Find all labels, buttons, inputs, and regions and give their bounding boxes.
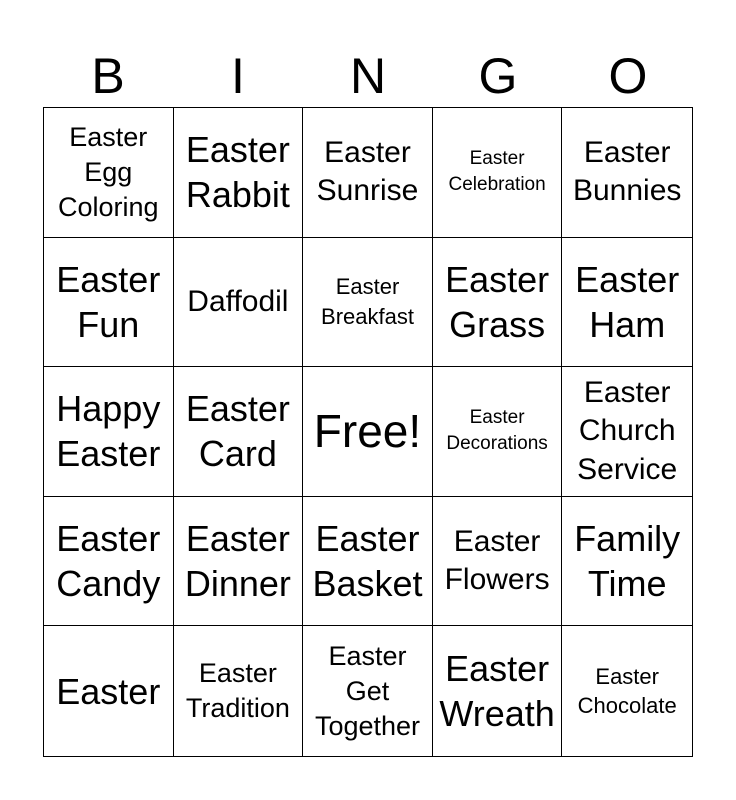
header-letter-g: G	[478, 48, 518, 104]
free-space-cell[interactable]	[303, 367, 433, 497]
cell-label: Easter Ham	[575, 258, 680, 345]
cell-label: Easter Card	[185, 388, 290, 475]
bingo-cell[interactable]	[562, 238, 692, 368]
bingo-cell[interactable]	[303, 108, 433, 238]
cell-label: Easter Wreath	[439, 648, 555, 735]
cell-label: Easter Dinner	[184, 518, 291, 605]
cell-label: Easter Breakfast	[321, 274, 414, 329]
cell-label: Easter	[56, 670, 161, 712]
bingo-cell[interactable]	[303, 497, 433, 627]
bingo-board	[43, 107, 693, 757]
cell-label: Daffodil	[187, 284, 289, 318]
cell-label: Easter Get Together	[314, 640, 421, 741]
bingo-cell[interactable]	[174, 108, 304, 238]
header-letter-b: B	[91, 48, 125, 104]
cell-label: Easter Tradition	[185, 658, 290, 724]
cell-label: Easter Basket	[312, 518, 423, 605]
bingo-cell[interactable]	[174, 626, 304, 756]
header-letter-n: N	[349, 48, 387, 104]
bingo-cell[interactable]	[562, 497, 692, 627]
cell-label: Easter Sunrise	[316, 136, 419, 208]
cell-label: Family Time	[574, 518, 681, 605]
bingo-cell[interactable]	[303, 238, 433, 368]
cell-label: Easter Chocolate	[577, 663, 677, 719]
header-letter-o: O	[608, 48, 648, 104]
cell-label: Easter Bunnies	[572, 136, 682, 208]
cell-label: Easter Decorations	[446, 407, 548, 455]
cell-label: Easter Church Service	[577, 376, 678, 486]
bingo-cell[interactable]	[433, 108, 563, 238]
cell-label: Easter Rabbit	[185, 129, 290, 216]
cell-label: Easter Flowers	[444, 525, 550, 597]
cell-label: Happy Easter	[56, 388, 161, 475]
bingo-cell[interactable]	[44, 238, 174, 368]
bingo-cell[interactable]	[433, 238, 563, 368]
bingo-cell[interactable]	[44, 626, 174, 756]
bingo-cell[interactable]	[562, 626, 692, 756]
free-space-label: Free!	[313, 405, 422, 458]
bingo-cell[interactable]	[174, 497, 304, 627]
cell-label: Easter Celebration	[448, 148, 546, 196]
bingo-cell[interactable]	[174, 367, 304, 497]
bingo-cell[interactable]	[562, 108, 692, 238]
bingo-header	[43, 44, 693, 108]
bingo-cell[interactable]	[562, 367, 692, 497]
bingo-cell[interactable]	[44, 367, 174, 497]
header-letter-i: I	[231, 48, 245, 104]
bingo-cell[interactable]	[433, 497, 563, 627]
bingo-cell[interactable]	[303, 626, 433, 756]
bingo-cell[interactable]	[433, 367, 563, 497]
bingo-cell[interactable]	[44, 497, 174, 627]
cell-label: Easter Grass	[445, 258, 550, 345]
bingo-cell[interactable]	[44, 108, 174, 238]
bingo-cell[interactable]	[433, 626, 563, 756]
cell-label: Easter Candy	[56, 518, 161, 605]
bingo-cell[interactable]	[174, 238, 304, 368]
cell-label: Easter Fun	[56, 258, 161, 345]
cell-label: Easter Egg Coloring	[58, 121, 159, 222]
